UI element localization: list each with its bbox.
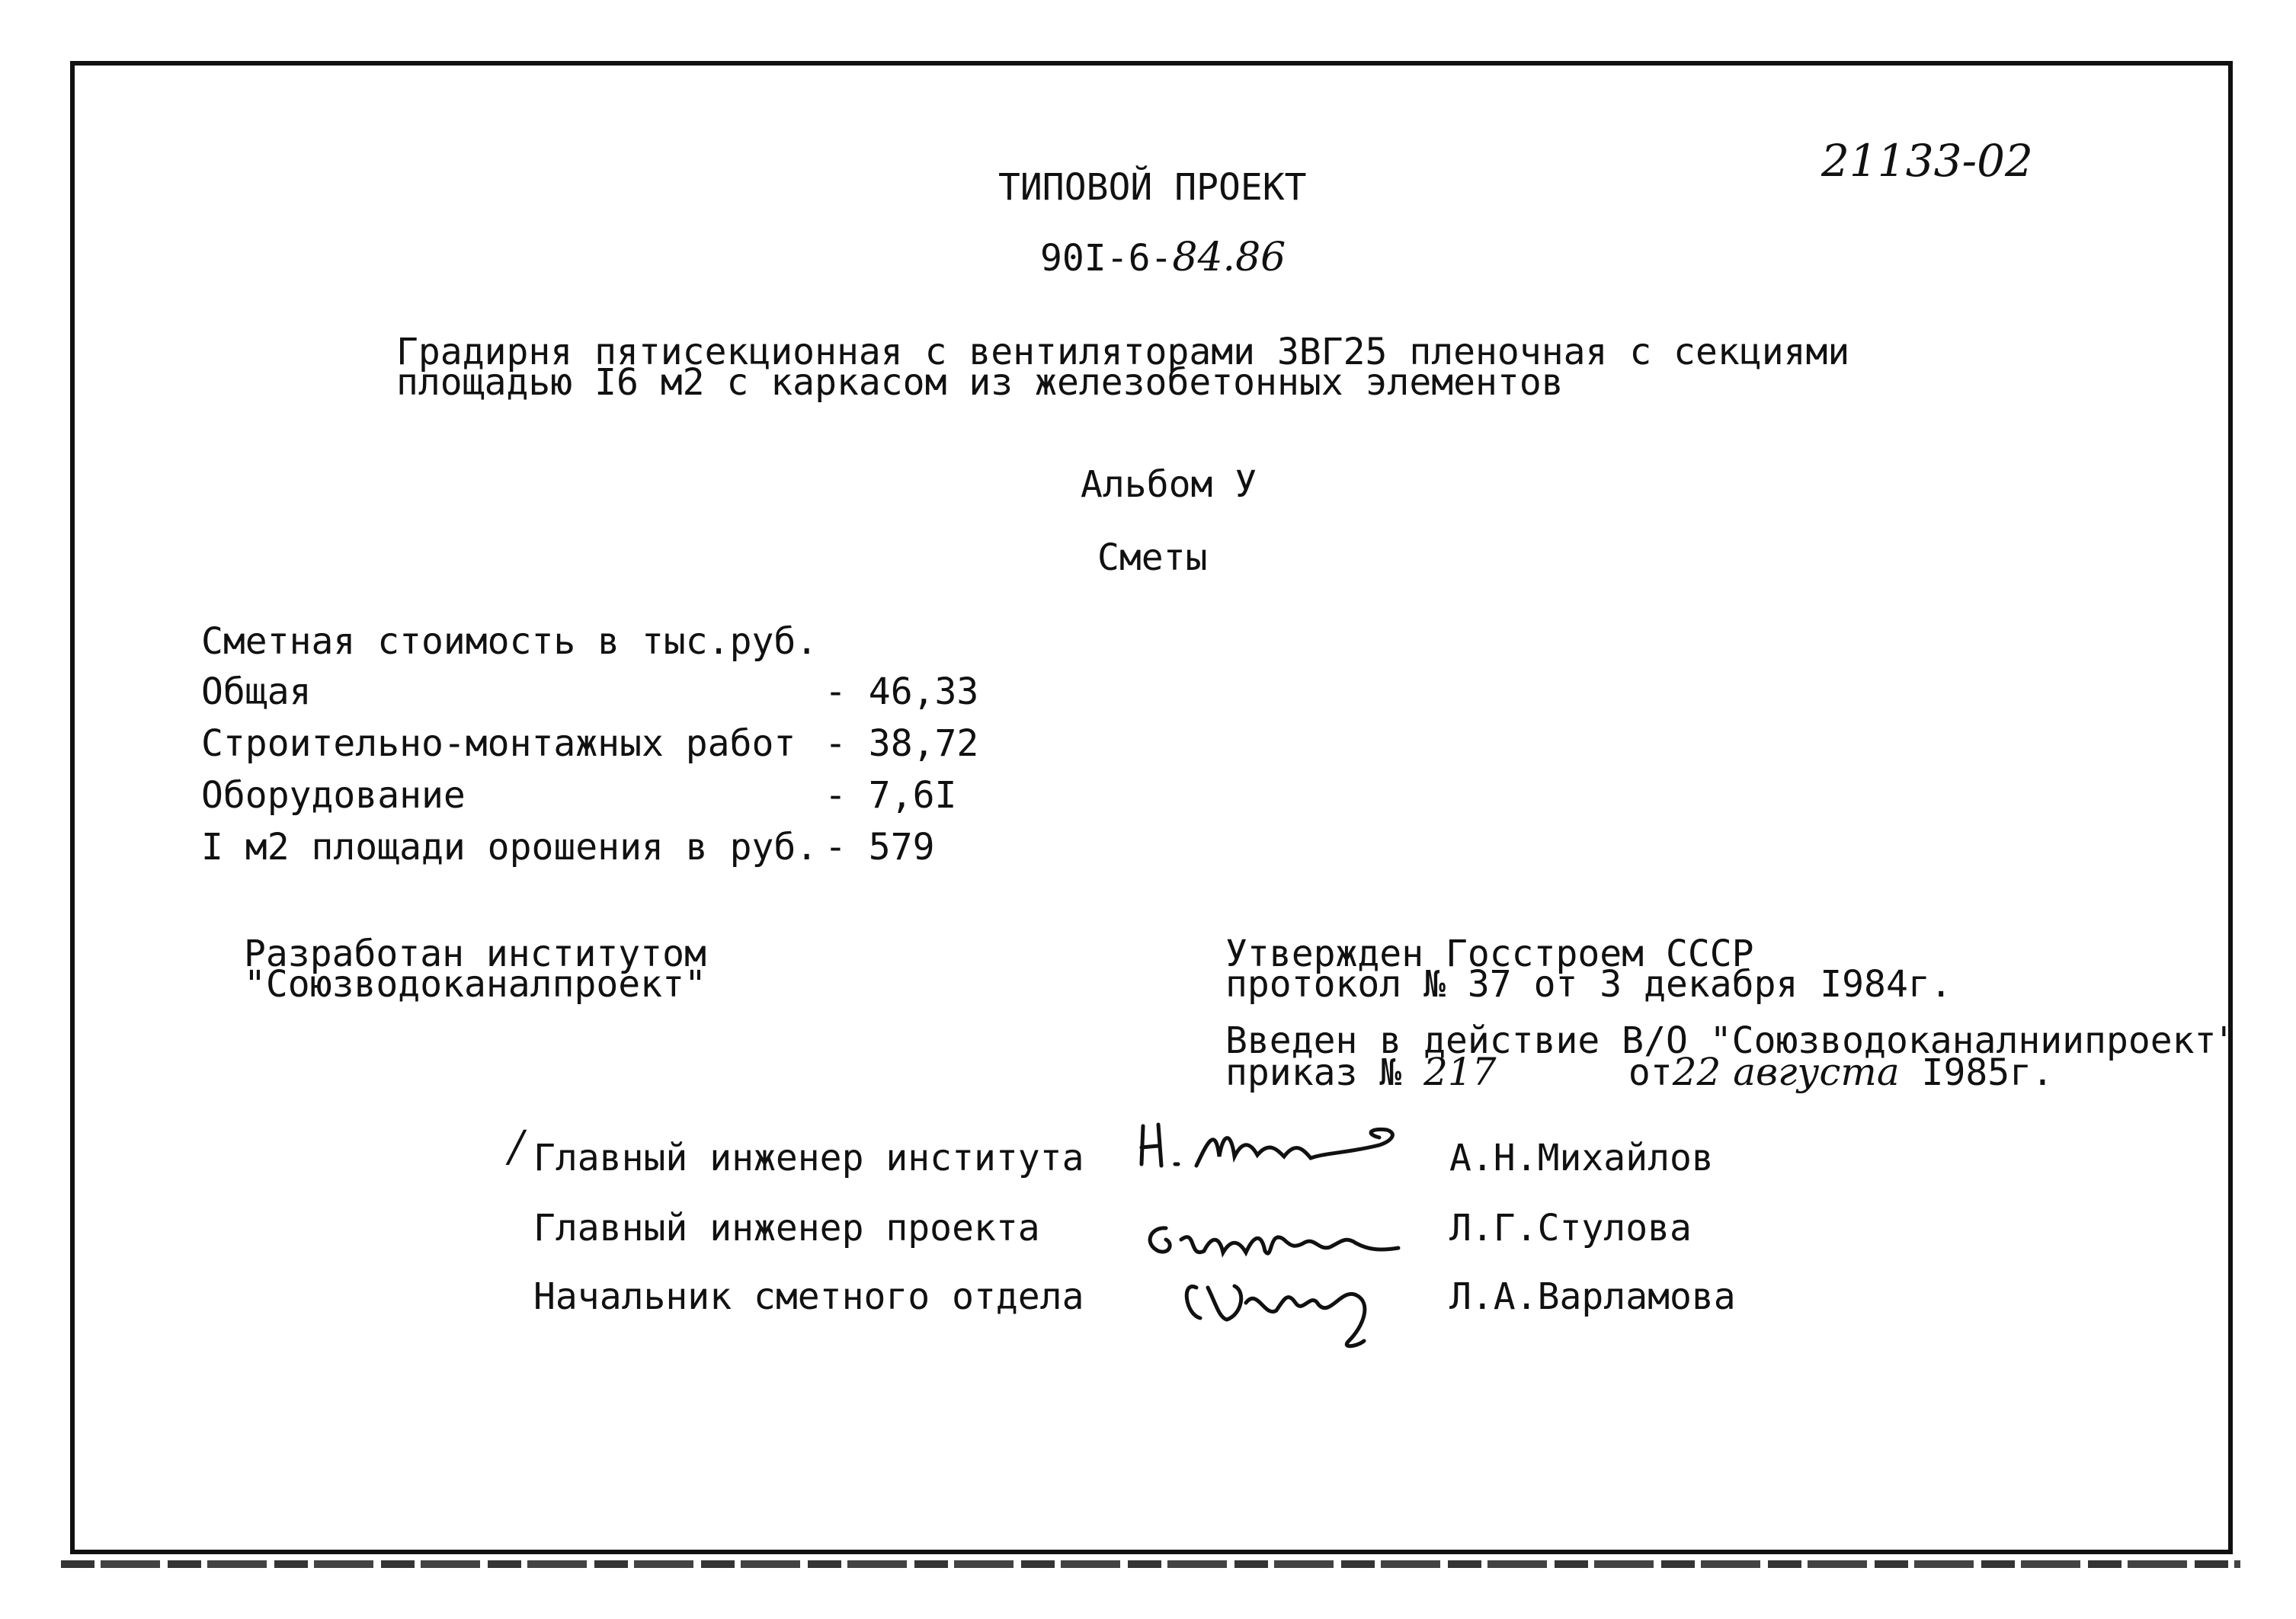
signatory-name: Л.А.Варламова — [1449, 1275, 1736, 1318]
signatory-role: Главный инженер проекта — [533, 1207, 1040, 1249]
cost-row-value: - 38,72 — [825, 722, 979, 765]
approved-line-2: протокол № 37 от 3 декабря I984г. — [1225, 963, 1952, 1006]
cost-row-label: I м2 площади орошения в руб. — [201, 826, 818, 869]
document-number-stamp: 21133-02 — [1821, 135, 2033, 187]
signatory-role: Главный инженер института — [533, 1137, 1084, 1179]
album-label: Альбом У — [1081, 463, 1257, 506]
order-date-handwritten: 22 августа — [1672, 1050, 1900, 1094]
signatory-role: Начальник сметного отдела — [533, 1275, 1084, 1318]
signatory-name: Л.Г.Стулова — [1449, 1207, 1692, 1249]
signature-mikhailov — [1135, 1111, 1410, 1179]
introduced-line-1: Введен в действие В/О "Союзводоканалниипроект" — [1225, 1019, 2239, 1062]
cost-row-value: - 46,33 — [825, 670, 979, 713]
cost-heading: Сметная стоимость в тыс.руб. — [201, 620, 818, 663]
project-code-handwritten: 84.86 — [1172, 235, 1286, 280]
project-code-prefix: 90I-6- — [1040, 237, 1173, 280]
bottom-border-rule — [61, 1560, 2240, 1568]
description-line-1: Градирня пятисекционная с вентиляторами 3ВГ25 пленочная с секциями — [396, 331, 1850, 373]
cost-row-value: - 7,6I — [825, 774, 957, 817]
cost-row-label: Оборудование — [201, 774, 466, 817]
approved-line-1: Утвержден Госстроем СССР — [1225, 933, 1754, 975]
developed-by-line-1: Разработан институтом — [244, 933, 706, 975]
cost-row-value: - 579 — [825, 826, 935, 869]
document-title: ТИПОВОЙ ПРОЕКТ — [998, 166, 1307, 209]
project-code — [1040, 235, 1286, 280]
order-number-handwritten: 217 — [1423, 1050, 1497, 1094]
description-line-2: площадью I6 м2 с каркасом из железобетонных элементов — [396, 361, 1564, 404]
introduced-line-2 — [1225, 1050, 2054, 1094]
order-year: I985г. — [1899, 1051, 2054, 1094]
album-section: Сметы — [1097, 536, 1208, 579]
signatory-name: А.Н.Михайлов — [1449, 1137, 1714, 1179]
margin-tick-mark: / — [509, 1122, 524, 1172]
cost-row-label: Строительно-монтажных работ — [201, 722, 796, 765]
signature-varlamova — [1174, 1257, 1402, 1356]
order-prefix: приказ № — [1225, 1051, 1424, 1094]
cost-row-label: Общая — [201, 670, 312, 713]
developed-by-line-2: "Союзводоканалпроект" — [244, 963, 706, 1006]
order-date-prefix: от — [1496, 1051, 1673, 1094]
